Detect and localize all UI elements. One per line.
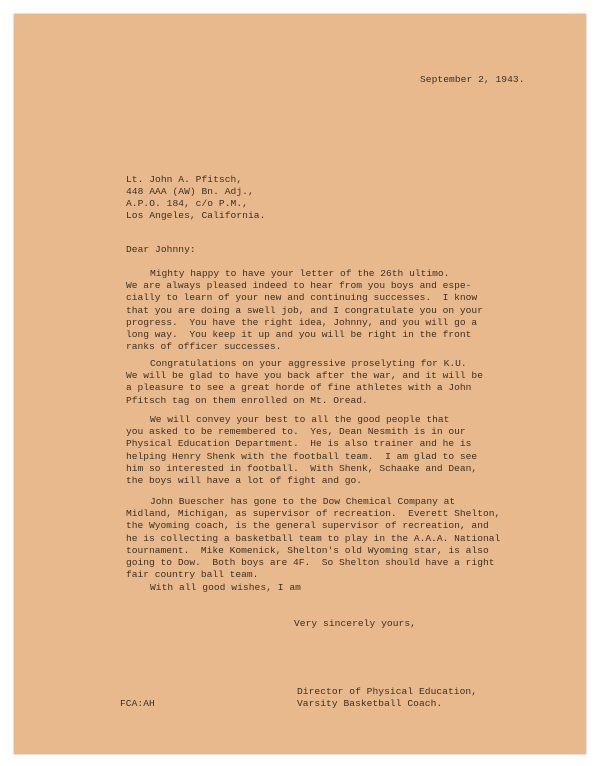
recipient-city: Los Angeles, California. [126,210,266,221]
letter-page [14,14,586,754]
paragraph-2 [126,358,570,407]
typist-initials: FCA:AH [120,698,155,709]
paragraph-line: John Buescher has gone to the Dow Chemical Company at [150,496,456,507]
recipient-unit: 448 AAA (AW) Bn. Adj., [126,186,254,197]
paragraph-line: Congratulations on your aggressive proselyting for K.U. [150,358,467,369]
salutation: Dear Johnny: [126,244,196,255]
paragraph-line: Midland, Michigan, as supervisor of recreation. Everett Shelton, [126,508,501,520]
closing-line: With all good wishes, I am [150,582,301,593]
paragraph-line: him so interested in football. With Shenk, Schaake and Dean, [126,462,478,474]
paragraph-line: We will convey your best to all the good people that [150,414,450,425]
paragraph-line: a pleasure to see a great horde of fine athletes with a John [126,382,472,394]
recipient-apo: A.P.O. 184, c/o P.M., [126,198,248,209]
recipient-name: Lt. John A. Pfitsch, [126,174,243,185]
paragraph-line: Mighty happy to have your letter of the 26th ultimo. [150,268,450,279]
paragraph-line: Pfitsch tag on them enrolled on Mt. Oread. [126,394,368,406]
paragraph-line: ranks of officer successes. [126,341,282,353]
paragraph-line: the Wyoming coach, is the general supervisor of recreation, and [126,520,489,532]
paragraph-1 [126,268,570,353]
letter-date: September 2, 1943. [420,74,525,85]
paragraph-3 [126,414,570,487]
paragraph-line: helping Henry Shenk with the football team. I am glad to see [126,450,478,462]
signature-subtitle: Varsity Basketball Coach. [297,698,443,709]
paragraph-line: cially to learn of your new and continuing successes. I know [126,292,478,304]
paragraph-line: Physical Education Department. He is also trainer and he is [126,438,472,450]
valediction: Very sincerely yours, [294,618,416,629]
paragraph-line: fair country ball team. [126,569,259,581]
paragraph-line: the boys will have a lot of fight and go. [126,475,363,487]
paragraph-line: We are always pleased indeed to hear from you boys and espe- [126,280,472,292]
paragraph-line: tournament. Mike Komenick, Shelton's old Wyoming star, is also [126,544,489,556]
paragraph-line: progress. You have the right idea, Johnny, and you will go a [126,316,478,328]
paragraph-line: you asked to be remembered to. Yes, Dean Nesmith is in our [126,426,466,438]
paragraph-4 [126,496,570,581]
paragraph-line: We will be glad to have you back after the war, and it will be [126,370,483,382]
paragraph-line: he is collecting a basketball team to play in the A.A.A. National [126,532,501,544]
paragraph-line: that you are doing a swell job, and I congratulate you on your [126,304,483,316]
paragraph-line: long way. You keep it up and you will be right in the front [126,329,472,341]
signature-title: Director of Physical Education, [297,686,478,697]
paragraph-line: going to Dow. Both boys are 4F. So Shelton should have a right [126,557,495,569]
